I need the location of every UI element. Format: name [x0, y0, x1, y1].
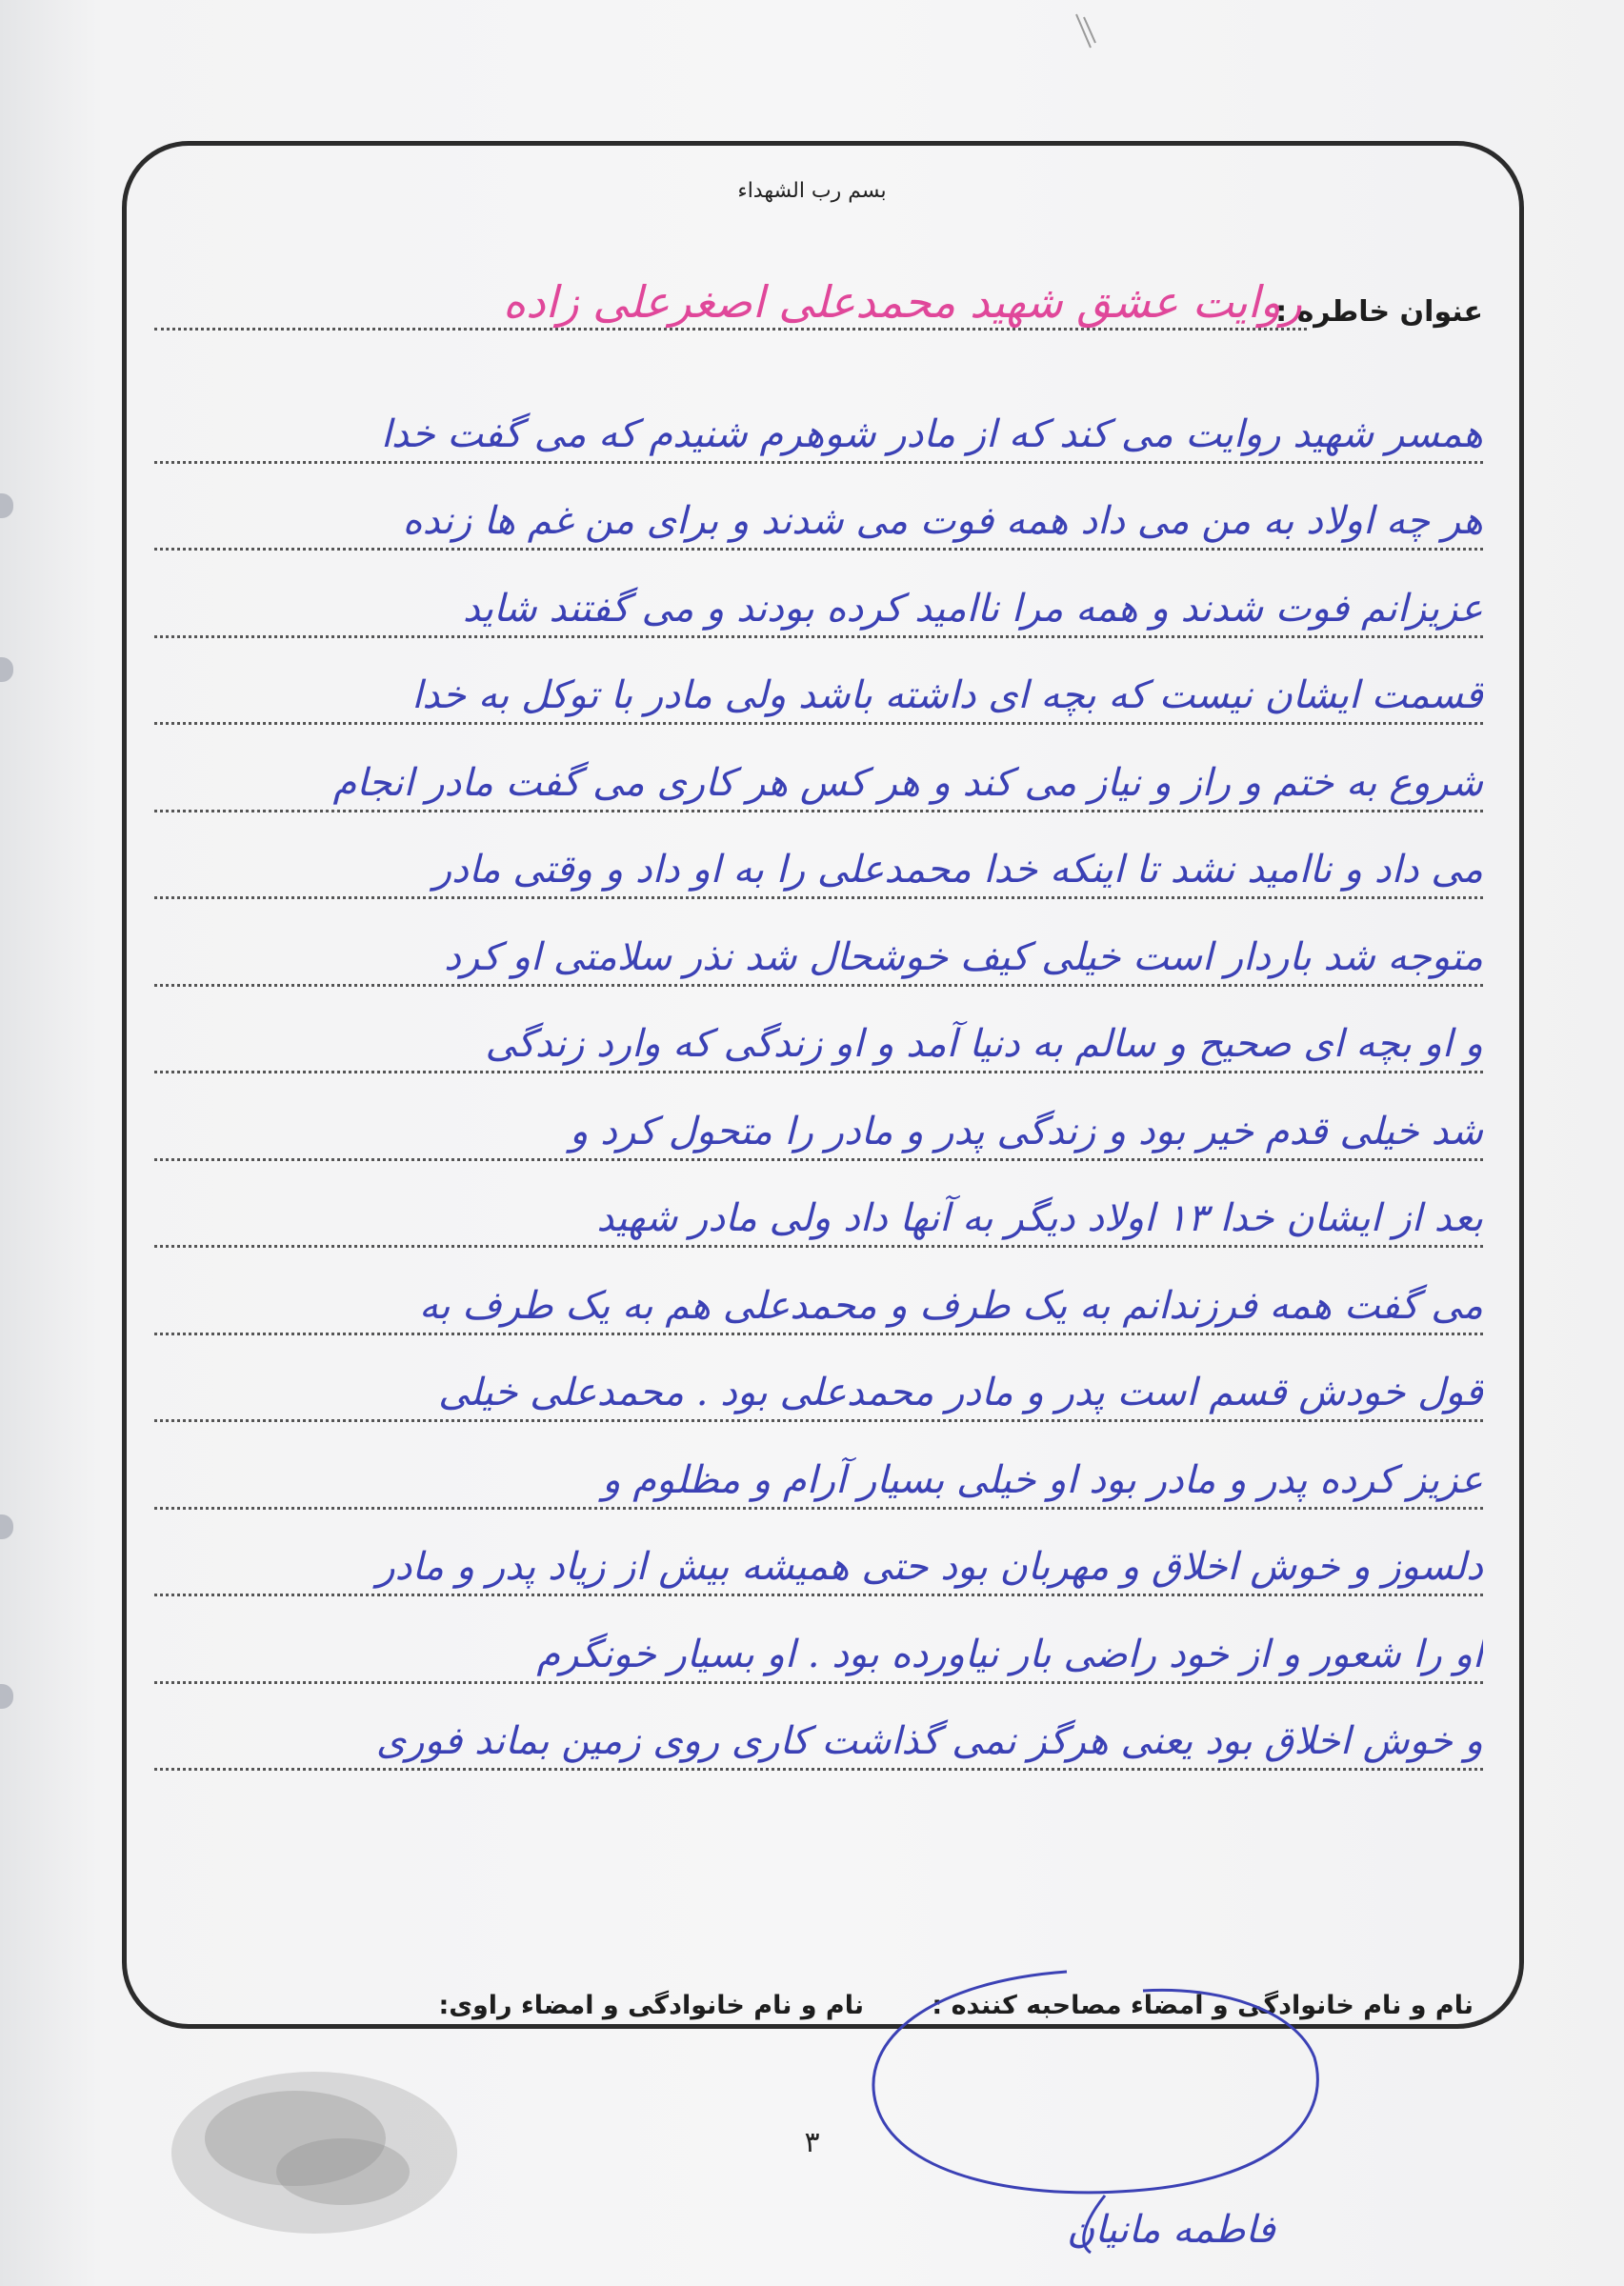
page-number: ۳ — [804, 2126, 820, 2159]
signature-name: فاطمه مانیان — [1067, 2208, 1275, 2252]
narrative-line-text: و او بچه ای صحیح و سالم به دنیا آمد و او زندگی که وارد زندگی — [485, 1022, 1483, 1066]
narrative-line — [154, 551, 1483, 638]
narrative-line — [154, 1073, 1483, 1161]
narrative-line — [154, 725, 1483, 812]
narrative-line — [154, 1510, 1483, 1597]
narrative-line-text: بعد از ایشان خدا ۱۳ اولاد دیگر به آنها داد ولی مادر شهید — [596, 1196, 1483, 1240]
narrator-signature-label: نام و نام خانوادگی و امضاء راوی: — [438, 1991, 864, 2020]
narrative-line — [154, 638, 1483, 726]
narrative-line — [154, 812, 1483, 900]
narrative-line — [154, 1684, 1483, 1772]
title-label: عنوان خاطره : — [1275, 295, 1483, 329]
narrative-line — [154, 899, 1483, 987]
narrative-line-text: شروع به ختم و راز و نیاز می کند و هر کس هر کاری می گفت مادر انجام — [332, 760, 1483, 805]
narrative-line — [154, 1161, 1483, 1249]
interviewer-signature-label: نام و نام خانوادگی و امضاء مصاحبه کننده : — [932, 1991, 1474, 2020]
narrative-line-text: شد خیلی قدم خیر بود و زندگی پدر و مادر را متحول کرد و — [570, 1109, 1483, 1153]
title-dotted-line — [154, 328, 1307, 331]
narrative-line — [154, 1248, 1483, 1335]
narrative-line — [154, 1596, 1483, 1684]
handwritten-narrative — [154, 376, 1483, 1771]
title-value: روایت عشق شهید محمدعلی اصغرعلی زاده — [502, 276, 1302, 328]
narrative-line-text: هر چه اولاد به من می داد همه فوت می شدند و برای من غم ها زنده — [402, 499, 1483, 543]
narrative-line — [154, 464, 1483, 551]
narrative-line-text: و خوش اخلاق بود یعنی هرگز نمی گذاشت کاری روی زمین بماند فوری — [375, 1719, 1483, 1763]
narrative-line-text: متوجه شد باردار است خیلی کیف خوشحال شد نذر سلامتی او کرد — [444, 934, 1483, 979]
narrative-line-text: عزیزانم فوت شدند و همه مرا ناامید کرده بودند و می گفتند شاید — [462, 586, 1483, 631]
narrative-line — [154, 1335, 1483, 1423]
narrative-line-text: همسر شهید روایت می کند که از مادر شوهرم شنیدم که می گفت خدا — [380, 411, 1483, 456]
narrative-line-text: دلسوز و خوش اخلاق و مهربان بود حتی همیشه بیش از زیاد پدر و مادر — [376, 1545, 1483, 1589]
pencil-mark — [1067, 10, 1105, 57]
title-row — [154, 276, 1483, 333]
narrative-line — [154, 376, 1483, 464]
narrative-line-text: عزیز کرده پدر و مادر بود او خیلی بسیار آرام و مظلوم و — [602, 1457, 1483, 1502]
narrative-line-text: می داد و ناامید نشد تا اینکه خدا محمدعلی را به او داد و وقتی مادر — [432, 848, 1483, 892]
header-bismillah: بسم رب الشهداء — [737, 179, 887, 203]
narrative-line — [154, 987, 1483, 1074]
narrative-line-text: قسمت ایشان نیست که بچه ای داشته باشد ولی مادر با توکل به خدا — [411, 673, 1483, 717]
narrative-line — [154, 1422, 1483, 1510]
narrative-line-text: می گفت همه فرزندانم به یک طرف و محمدعلی هم به یک طرف به — [419, 1283, 1483, 1328]
narrative-line-text: او را شعور و از خود راضی بار نیاورده بود . او بسیار خونگرم — [536, 1632, 1483, 1676]
narrative-line-text: قول خودش قسم است پدر و مادر محمدعلی بود . محمدعلی خیلی — [438, 1371, 1483, 1414]
